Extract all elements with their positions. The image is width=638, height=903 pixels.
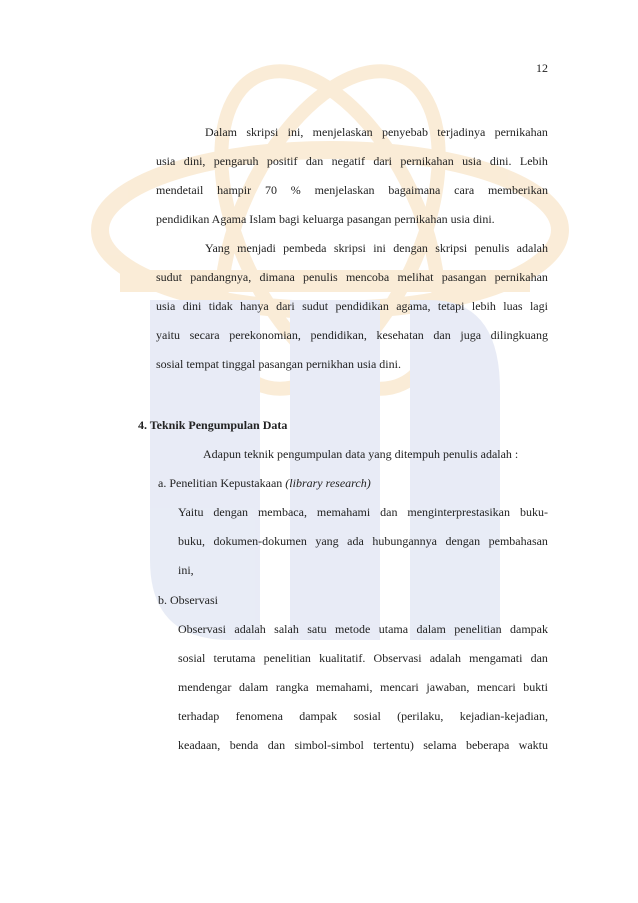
word: dari <box>373 154 392 168</box>
word: memberikan <box>487 183 548 197</box>
word: membaca, <box>257 505 307 519</box>
item-a-label: a. Penelitian Kepustakaan (library research) <box>158 476 371 490</box>
word: adalah <box>516 241 548 255</box>
word: simbol-simbol <box>294 738 364 752</box>
word: dan <box>530 651 548 665</box>
word: sosial <box>353 709 381 723</box>
word: penulis <box>474 241 510 255</box>
word: dan <box>380 505 398 519</box>
word: agama, <box>396 299 431 313</box>
word: Observasi <box>373 651 422 665</box>
word: utama <box>378 622 409 636</box>
word: Yang <box>205 241 230 255</box>
word: dan <box>267 738 286 752</box>
word: negatif <box>331 154 365 168</box>
section-intro: Adapun teknik pengumpulan data yang ditempuh penulis adalah : <box>203 447 519 461</box>
word: lagi <box>529 299 548 313</box>
word: adalah <box>429 651 461 665</box>
word: skripsi <box>435 241 468 255</box>
word: tidak <box>208 299 233 313</box>
item-a-line3: ini, <box>178 563 194 577</box>
para2-line2 <box>156 270 548 284</box>
word: usia <box>462 154 482 168</box>
word: terhadap <box>178 709 220 723</box>
word: buku- <box>519 505 548 519</box>
word: pembahasan <box>488 534 548 548</box>
word: dalam <box>416 622 446 636</box>
word: keadaan, <box>178 738 221 752</box>
word: Yaitu <box>178 505 204 519</box>
word: hubungannya <box>372 534 437 548</box>
word: selama <box>423 738 457 752</box>
para2-line1 <box>205 241 548 255</box>
section-heading: 4. Teknik Pengumpulan Data <box>138 418 288 432</box>
word: dampak <box>510 622 548 636</box>
word: sudut <box>156 270 183 284</box>
word: menjelaskan <box>314 183 375 197</box>
word: (perilaku, <box>397 709 444 723</box>
word: sudut <box>302 299 329 313</box>
word: usia <box>156 154 176 168</box>
word: positif <box>266 154 298 168</box>
word: rangka <box>275 680 309 694</box>
word: lebih <box>471 299 496 313</box>
para1-line1 <box>205 125 548 139</box>
word: skripsi <box>333 241 366 255</box>
word: 70 <box>264 183 277 197</box>
word: yaitu <box>156 328 180 342</box>
word: kualitatif. <box>319 651 366 665</box>
item-a-line1 <box>178 505 548 519</box>
word: % <box>290 183 301 197</box>
word: dengan <box>445 534 481 548</box>
word: terutama <box>213 651 256 665</box>
word: hampir <box>217 183 252 197</box>
word: mengamati <box>469 651 523 665</box>
word: menginterprestasikan <box>407 505 511 519</box>
word: bukti <box>523 680 548 694</box>
word: melihat <box>397 270 434 284</box>
word: dampak <box>299 709 338 723</box>
word: benda <box>229 738 259 752</box>
page-number: 12 <box>536 61 548 75</box>
word: dimana <box>259 270 295 284</box>
word: dini <box>182 299 202 313</box>
item-a-italic: (library research) <box>285 476 371 490</box>
word: waktu <box>518 738 548 752</box>
word: pembeda <box>283 241 327 255</box>
para2-line3 <box>156 299 548 313</box>
word: mencari <box>477 680 516 694</box>
word: menjelaskan <box>312 125 373 139</box>
word: dengan <box>213 505 249 519</box>
word: mencari <box>380 680 419 694</box>
word: terjadinya <box>437 125 486 139</box>
word: satu <box>307 622 327 636</box>
word: mendengar <box>178 680 232 694</box>
word: menjadi <box>237 241 276 255</box>
word: dokumen-dokumen <box>213 534 307 548</box>
para2-line4 <box>156 328 548 342</box>
word: fenomena <box>235 709 283 723</box>
item-b-line5 <box>178 738 548 752</box>
item-b-line2 <box>178 651 548 665</box>
word: buku, <box>178 534 205 548</box>
word: ini, <box>287 125 304 139</box>
word: mendetail <box>156 183 204 197</box>
word: adalah <box>234 622 266 636</box>
word: usia <box>156 299 176 313</box>
para1-line4: pendidikan Agama Islam bagi keluarga pasangan pernikahan usia dini. <box>156 212 495 226</box>
word: kesehatan <box>376 328 424 342</box>
item-b-label: b. Observasi <box>158 593 218 607</box>
word: ada <box>347 534 364 548</box>
word: Lebih <box>519 154 548 168</box>
word: kejadian-kejadian, <box>459 709 548 723</box>
word: hanya <box>240 299 269 313</box>
word: memahami <box>316 505 371 519</box>
word: bagaimana <box>388 183 441 197</box>
word: penulis <box>303 270 338 284</box>
word: penelitian <box>263 651 311 665</box>
word: dan <box>305 154 324 168</box>
word: Dalam <box>205 125 237 139</box>
item-b-line4 <box>178 709 548 723</box>
word: pernikahan <box>494 125 548 139</box>
word: penyebab <box>381 125 428 139</box>
word: tertentu) <box>373 738 414 752</box>
word: pasangan <box>441 270 487 284</box>
word: pernikahan <box>494 270 548 284</box>
item-b-line3 <box>178 680 548 694</box>
word: dari <box>276 299 295 313</box>
word: salah <box>274 622 299 636</box>
word: juga <box>460 328 482 342</box>
word: pandangnya, <box>190 270 252 284</box>
word: yang <box>315 534 339 548</box>
word: metode <box>335 622 371 636</box>
word: ini <box>373 241 386 255</box>
word: penelitian <box>454 622 502 636</box>
word: dalam <box>238 680 269 694</box>
word: skripsi <box>246 125 279 139</box>
word: jawaban, <box>426 680 470 694</box>
word: memahami, <box>316 680 373 694</box>
word: pernikahan <box>400 154 454 168</box>
para1-line3 <box>156 183 548 197</box>
word: secara <box>189 328 220 342</box>
word: Observasi <box>178 622 226 636</box>
word: pengaruh <box>213 154 259 168</box>
word: mencoba <box>345 270 390 284</box>
word: pendidikan, <box>310 328 367 342</box>
word: dini, <box>183 154 206 168</box>
word: luas <box>503 299 523 313</box>
word: dengan <box>393 241 428 255</box>
para1-line2 <box>156 154 548 168</box>
word: sosial <box>178 651 206 665</box>
item-b-line1 <box>178 622 548 636</box>
word: cara <box>454 183 475 197</box>
item-a-line2 <box>178 534 548 548</box>
word: dini. <box>489 154 512 168</box>
word: pendidikan <box>335 299 389 313</box>
para2-line5: sosial tempat tinggal pasangan pernikhan usia dini. <box>156 357 401 371</box>
word: dilingkuang <box>490 328 548 342</box>
word: dan <box>433 328 451 342</box>
word: beberapa <box>465 738 510 752</box>
word: tetapi <box>437 299 465 313</box>
word: perekonomian, <box>229 328 301 342</box>
